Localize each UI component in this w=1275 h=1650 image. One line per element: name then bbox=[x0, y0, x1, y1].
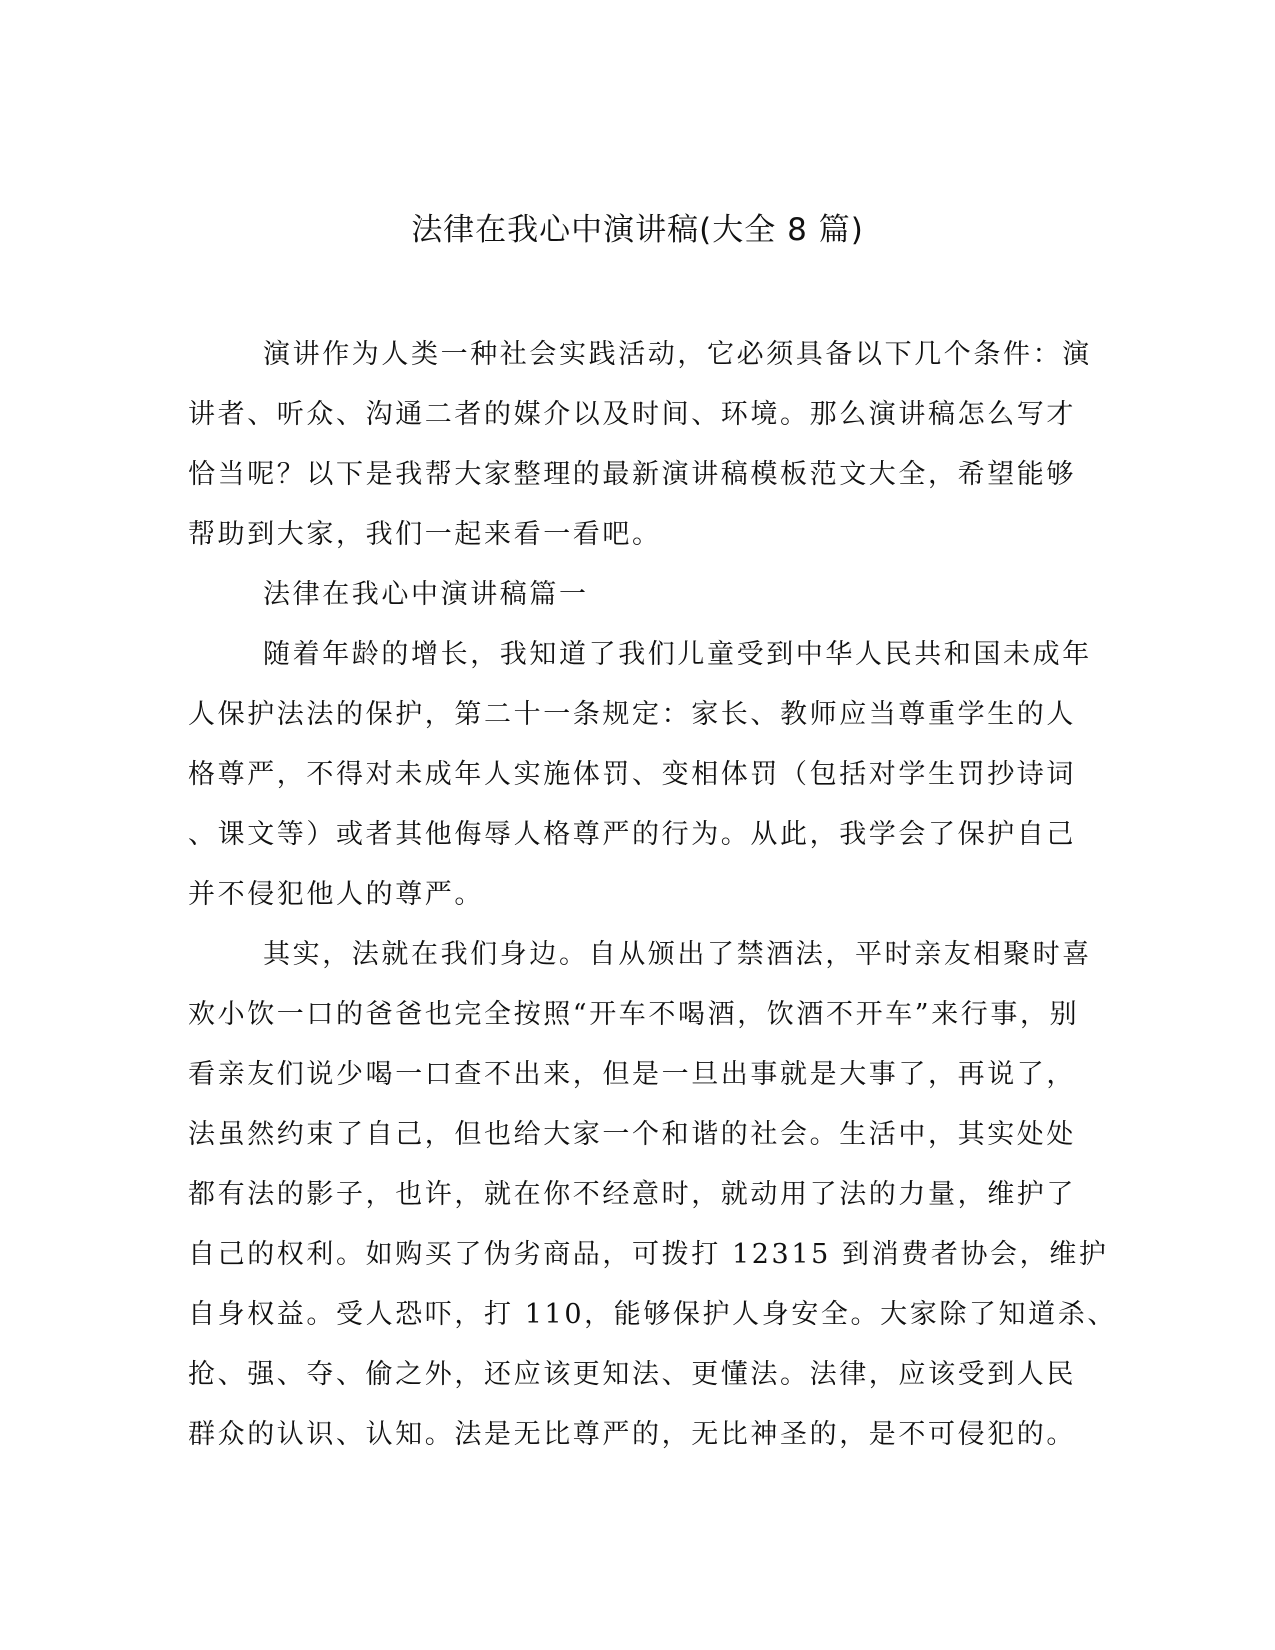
paragraph-line: 讲者、听众、沟通二者的媒介以及时间、环境。那么演讲稿怎么写才 bbox=[188, 399, 1076, 430]
paragraph-line: 随着年龄的增长，我知道了我们儿童受到中华人民共和国未成年 bbox=[263, 639, 1092, 670]
paragraph-line: 其实，法就在我们身边。自从颁出了禁酒法，平时亲友相聚时喜 bbox=[263, 939, 1092, 970]
paragraph-line: 帮助到大家，我们一起来看一看吧。 bbox=[188, 519, 662, 550]
paragraph-line: 欢小饮一口的爸爸也完全按照“开车不喝酒，饮酒不开车”来行事，别 bbox=[188, 999, 1080, 1030]
section-heading: 法律在我心中演讲稿篇一 bbox=[263, 579, 589, 610]
paragraph-line: 、课文等）或者其他侮辱人格尊严的行为。从此，我学会了保护自己 bbox=[188, 819, 1076, 850]
paragraph-line: 人保护法法的保护，第二十一条规定：家长、教师应当尊重学生的人 bbox=[188, 699, 1076, 730]
paragraph-line: 格尊严，不得对未成年人实施体罚、变相体罚（包括对学生罚抄诗词 bbox=[188, 759, 1076, 790]
paragraph-line: 抢、强、夺、偷之外，还应该更知法、更懂法。法律，应该受到人民 bbox=[188, 1359, 1076, 1390]
paragraph-line: 自身权益。受人恐吓，打 110，能够保护人身安全。大家除了知道杀、 bbox=[188, 1299, 1117, 1330]
paragraph-line: 群众的认识、认知。法是无比尊严的，无比神圣的，是不可侵犯的。 bbox=[188, 1419, 1076, 1450]
paragraph-line: 并不侵犯他人的尊严。 bbox=[188, 879, 484, 910]
paragraph-line: 演讲作为人类一种社会实践活动，它必须具备以下几个条件：演 bbox=[263, 339, 1092, 370]
paragraph-line: 自己的权利。如购买了伪劣商品，可拨打 12315 到消费者协会，维护 bbox=[188, 1239, 1109, 1270]
paragraph-line: 都有法的影子，也许，就在你不经意时，就动用了法的力量，维护了 bbox=[188, 1179, 1076, 1210]
document-title: 法律在我心中演讲稿(大全 8 篇) bbox=[411, 212, 864, 248]
paragraph-line: 法虽然约束了自己，但也给大家一个和谐的社会。生活中，其实处处 bbox=[188, 1119, 1076, 1150]
document-body bbox=[188, 325, 1117, 1465]
paragraph-line: 看亲友们说少喝一口查不出来，但是一旦出事就是大事了，再说了， bbox=[188, 1059, 1076, 1090]
paragraph-line: 恰当呢？以下是我帮大家整理的最新演讲稿模板范文大全，希望能够 bbox=[188, 459, 1076, 490]
